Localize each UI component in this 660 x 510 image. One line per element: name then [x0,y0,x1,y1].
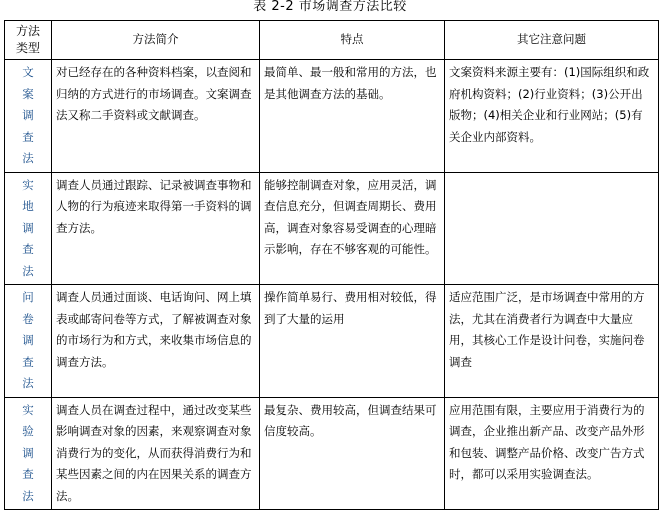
method-notes-cell [445,172,659,285]
header-features: 特点 [260,21,445,60]
method-intro-cell: 调查人员在调查过程中，通过改变某些影响调查对象的因素，来观察调查对象消费行为的变化，从而获得消费行为和某些因素之间的内在因果关系的调查方法。 [52,397,260,510]
method-features-cell: 能够控制调查对象，应用灵活，调查信息充分，但调查周期长、费用高，调查对象容易受调查的心理暗示影响，存在不够客观的可能性。 [260,172,445,285]
header-other-notes: 其它注意问题 [445,21,659,60]
methods-comparison-table [4,20,659,510]
table-header-row [5,21,659,60]
method-type-cell: 文案调查法 [5,60,52,173]
method-notes-cell: 应用范围有限，主要应用于消费行为的调查，企业推出新产品、改变产品外形和包装、调整产品价格、改变广告方式时，都可以采用实验调查法。 [445,397,659,510]
table-row [5,397,659,510]
table-caption: 表 2-2 市场调查方法比较 [253,0,407,14]
table-row [5,172,659,285]
table-row [5,60,659,173]
method-type-cell: 问卷调查法 [5,285,52,398]
method-features-cell: 最简单、最一般和常用的方法，也是其他调查方法的基础。 [260,60,445,173]
method-features-cell: 操作简单易行、费用相对较低，得到了大量的运用 [260,285,445,398]
header-method-intro: 方法简介 [52,21,260,60]
method-features-cell: 最复杂、费用较高，但调查结果可信度较高。 [260,397,445,510]
header-method-type: 方法类型 [5,21,52,60]
method-type-cell: 实地调查法 [5,172,52,285]
method-intro-cell: 调查人员通过面谈、电话询问、网上填表或邮寄问卷等方式，了解被调查对象的市场行为和方式，来收集市场信息的调查方法。 [52,285,260,398]
method-notes-cell: 适应范围广泛，是市场调查中常用的方法，尤其在消费者行为调查中大量应用，其核心工作是设计问卷，实施问卷调查 [445,285,659,398]
method-intro-cell: 调查人员通过跟踪、记录被调查事物和人物的行为痕迹来取得第一手资料的调查方法。 [52,172,260,285]
table-row [5,285,659,398]
method-type-cell: 实验调查法 [5,397,52,510]
method-notes-cell: 文案资料来源主要有：(1)国际组织和政府机构资料；(2)行业资料；(3)公开出版物；(4)相关企业和行业网站；(5)有关企业内部资料。 [445,60,659,173]
method-intro-cell: 对已经存在的各种资料档案，以查阅和归纳的方式进行的市场调查。文案调查法又称二手资料或文献调查。 [52,60,260,173]
